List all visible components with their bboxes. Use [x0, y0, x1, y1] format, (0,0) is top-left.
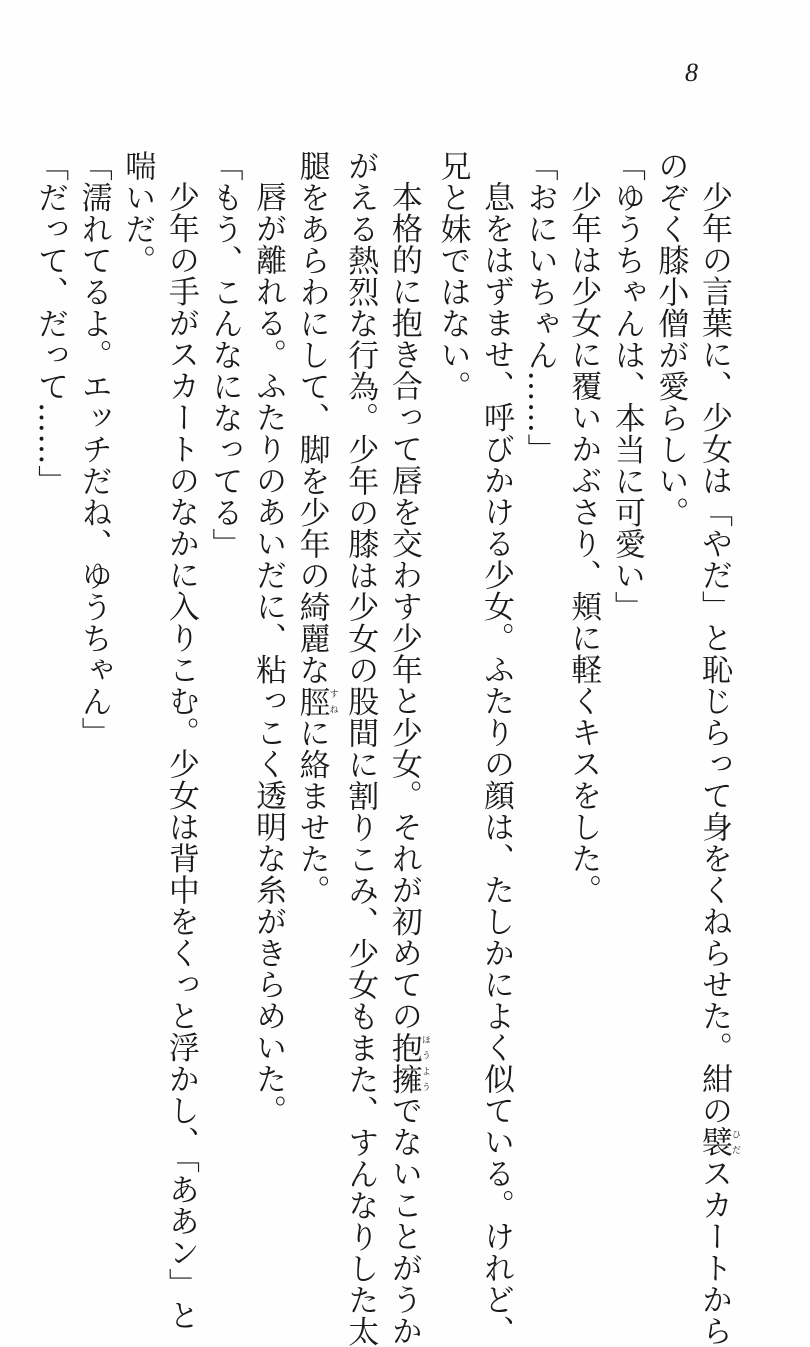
column-text-tail: に絡ませた。: [293, 717, 330, 906]
column-text: 兄と妹ではない。: [434, 150, 471, 402]
column-text: のぞく膝小僧が愛らしい。: [652, 150, 689, 528]
text-column: [289, 150, 338, 1190]
text-column: [338, 150, 382, 1347]
page-number: 8: [685, 58, 698, 87]
text-column: [691, 150, 740, 1347]
text-column: [517, 150, 561, 1190]
column-text: 「だって、だって……」: [32, 150, 69, 497]
text-column: [115, 150, 159, 1190]
text-column: [381, 150, 430, 1347]
ruby-word: 脛すね: [293, 685, 338, 717]
text-column: [473, 150, 517, 1347]
column-text: 少年は少女に覆いかぶさり、頬に軽くキスをした。: [565, 181, 602, 906]
text-column: [648, 150, 692, 1190]
text-column: [245, 150, 289, 1190]
column-text: 「もう、こんなになってる」: [206, 150, 243, 560]
column-text: 「濡れてるよ。エッチだね、ゆうちゃん」: [75, 150, 112, 749]
text-column: [158, 150, 202, 1331]
column-text: 「おにいちゃん……」: [521, 150, 558, 465]
column-text-tail: スカートから: [696, 1157, 732, 1347]
column-text: 少年の言葉に、少女は「やだ」と恥じらって身をくねらせた。紺の: [696, 181, 732, 1126]
text-column: [202, 150, 246, 1190]
text-column: [604, 150, 648, 1190]
body-text: [28, 150, 741, 1347]
column-text: がえる熱烈な行為。少年の膝は少女の股間に割りこみ、少女もまた、すんなりした太: [342, 150, 379, 1347]
text-column: [71, 150, 115, 1190]
column-text: 腿をあらわにして、脚を少年の綺麗な: [293, 150, 330, 686]
column-text: 息をはずませ、呼びかける少女。ふたりの顔は、たしかによく似ている。けれど、: [478, 181, 515, 1347]
column-text: 「ゆうちゃんは、本当に可愛い」: [608, 150, 645, 623]
column-text: 少年の手がスカートのなかに入りこむ。少女は背中をくっと浮かし、「ああン」と: [162, 181, 199, 1331]
ruby-word: 襞ひだ: [696, 1126, 740, 1158]
ruby-word: 抱擁ほうよう: [385, 1031, 430, 1095]
text-column: [430, 150, 474, 1190]
column-text: 唇が離れる。ふたりのあいだに、粘っこく透明な糸がきらめいた。: [250, 181, 287, 1126]
column-text: 本格的に抱き合って唇を交わす少年と少女。それが初めての: [385, 181, 422, 1032]
column-text-tail: でないことがうか: [385, 1094, 422, 1347]
column-text: 喘いだ。: [119, 150, 156, 276]
text-column: [561, 150, 605, 1190]
text-column: [28, 150, 72, 1190]
